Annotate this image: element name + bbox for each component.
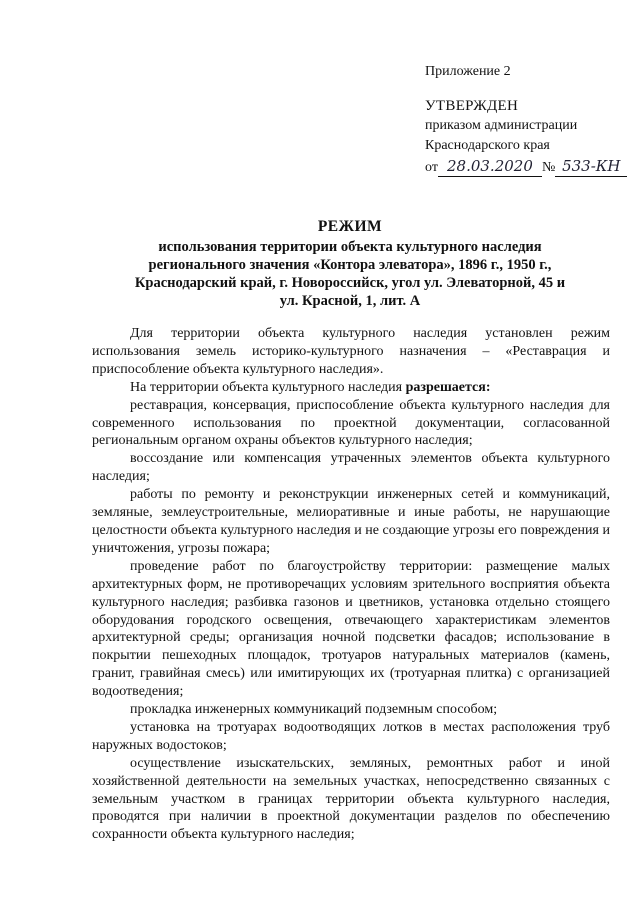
handwritten-number: 533-КН — [555, 156, 627, 177]
approval-block — [425, 96, 627, 178]
title-line-2: регионального значения «Контора элеватора», 1896 г., 1950 г., — [148, 257, 552, 273]
number-prefix: № — [541, 160, 556, 175]
title-line-1: использования территории объекта культурного наследия — [158, 239, 542, 255]
list-item: прокладка инженерных коммуникаций подземным способом; — [130, 702, 498, 718]
allowed-bold: разрешается: — [405, 379, 491, 395]
title-heading: РЕЖИМ — [317, 218, 383, 235]
date-prefix: от — [425, 160, 438, 175]
appendix-label: Приложение 2 — [425, 64, 511, 79]
list-item: воссоздание или компенсация утраченных элементов объекта культурного наследия; — [92, 451, 610, 485]
list-item: реставрация, консервация, приспособление объекта культурного наследия для современного использования по проектной документации, согласованной региональным органом охраны объектов культурного наследия; — [92, 397, 610, 449]
approval-line-1: приказом администрации — [425, 118, 578, 133]
list-item: работы по ремонту и реконструкции инженерных сетей и коммуникаций, земляные, землеустроительные, мелиоративные и иные работы, не нарушающие целостности объекта культурного наследия и не создающие угрозы его повреждения и уничтожения, угрозы пожара; — [92, 487, 610, 556]
document-body — [92, 325, 610, 844]
title-line-4: ул. Красной, 1, лит. А — [279, 293, 421, 309]
allowed-prefix: На территории объекта культурного наследия — [130, 379, 406, 395]
list-item: осуществление изыскательских, земляных, ремонтных работ и иной хозяйственной деятельности на земельных участках, непосредственно связанных с земельным участком в границах территории объекта культурного наследия, проводятся при наличии в проектной документации разделов по обеспечению сохранности объекта культурного наследия; — [92, 755, 610, 843]
approval-line-2: Краснодарского края — [425, 138, 550, 153]
list-item: установка на тротуарах водоотводящих лотков в местах расположения труб наружных водостоков; — [92, 719, 610, 753]
approval-heading: УТВЕРЖДЕН — [425, 98, 519, 114]
intro-paragraph: Для территории объекта культурного наследия установлен режим использования земель историко-культурного назначения – «Реставрация и приспособление объекта культурного наследия». — [92, 326, 610, 377]
title-line-3: Краснодарский край, г. Новороссийск, угол ул. Элеваторной, 45 и — [134, 275, 566, 291]
allowed-paragraph — [92, 379, 610, 397]
approval-date-number-line — [425, 156, 627, 178]
handwritten-date: 28.03.2020 — [438, 156, 542, 177]
document-title — [90, 218, 610, 310]
list-item: проведение работ по благоустройству территории: размещение малых архитектурных форм, не противоречащих условиям зрительного восприятия объекта культурного наследия; разбивка газонов и цветников, установка отдельно стоящего оборудования городского освещения, отвечающего характеристикам элементов архитектурной среды; организация ночной подсветки фасадов; использование в покрытии пешеходных площадок, тротуаров натуральных материалов (камень, гранит, гравийная смесь) или имитирующих их (тротуарная плитка) с организацией водоотведения; — [92, 558, 610, 700]
